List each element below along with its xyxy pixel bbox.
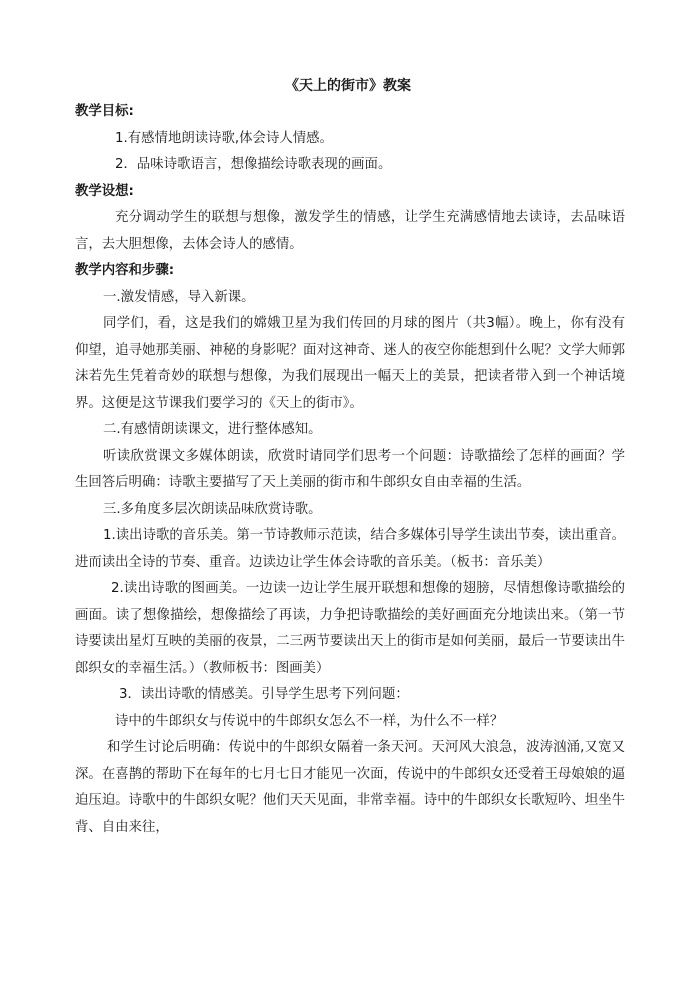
section-heading: 教学设想: [75, 183, 134, 199]
section-heading: 教学内容和步骤: [75, 263, 175, 278]
paragraph: 和学生讨论后明确：传说中的牛郎织女隔着一条天河。天河风大浪急，波涛汹涌,又宽又深。在喜鹊的帮助下在每年的七月七日才能见一次面，传说中的牛郎织女还受着王母娘娘的逼迫压迫。诗歌中的牛郎织女呢？他们天天见面，非常幸福。诗中的牛郎织女长歌短吟、坦坐牛背、自由来往， [75, 740, 625, 835]
paragraph: 2．品味诗歌语言，想像描绘诗歌表现的画面。 [115, 157, 392, 172]
paragraph: 二.有感情朗读课文，进行整体感知。 [103, 422, 322, 437]
section-heading: 教学目标: [75, 104, 134, 119]
paragraph: 2.读出诗歌的图画美。一边读一边让学生展开联想和想像的翅膀，尽情想像诗歌描绘的画面。读了想像描绘，想像描绘了再读，力争把诗歌描绘的美好画面充分地读出来。（第一节诗要读出星灯互映的美丽的夜景，二三两节要读出天上的街市是如何美丽，最后一节要读出牛郎织女的幸福生活。）（教师板书：图画美） [75, 581, 625, 676]
paragraph: 三.多角度多层次朗读品味欣赏诗歌。 [103, 501, 322, 517]
paragraph: 3．读出诗歌的情感美。引导学生思考下列问题： [119, 687, 409, 702]
paragraph: 一.激发情感，导入新课。 [103, 289, 255, 305]
paragraph: 诗中的牛郎织女与传说中的牛郎织女怎么不一样，为什么不一样？ [115, 713, 504, 729]
paragraph: 1.读出诗歌的音乐美。第一节诗教师示范读，结合多媒体引导学生读出节奏，读出重音。进而读出全诗的节奏、重音。边读边让学生体会诗歌的音乐美。（板书：音乐美） [75, 528, 625, 570]
paragraph: 同学们，看，这是我们的嫦娥卫星为我们传回的月球的图片（共3幅）。晚上，你有没有仰望，追寻她那美丽、神秘的身影呢？面对这神奇、迷人的夜空你能想到什么呢？文学大师郭沫若先生凭着奇妙的联想与想像，为我们展现出一幅天上的美景，把读者带入到一个神话境界。这便是这节课我们要学习的《天上的街市》。 [75, 316, 625, 411]
paragraph: 1.有感情地朗读诗歌,体会诗人情感。 [115, 130, 333, 146]
paragraph: 充分调动学生的联想与想像，激发学生的情感，让学生充满感情地去读诗，去品味语言，去大胆想像，去体会诗人的感情。 [75, 210, 625, 252]
document-body [75, 99, 625, 841]
paragraph: 听读欣赏课文多媒体朗读，欣赏时请同学们思考一个问题：诗歌描绘了怎样的画面？学生回答后明确：诗歌主要描写了天上美丽的街市和牛郎织女自由幸福的生活。 [75, 448, 625, 490]
document-title: 《天上的街市》教案 [285, 78, 411, 94]
